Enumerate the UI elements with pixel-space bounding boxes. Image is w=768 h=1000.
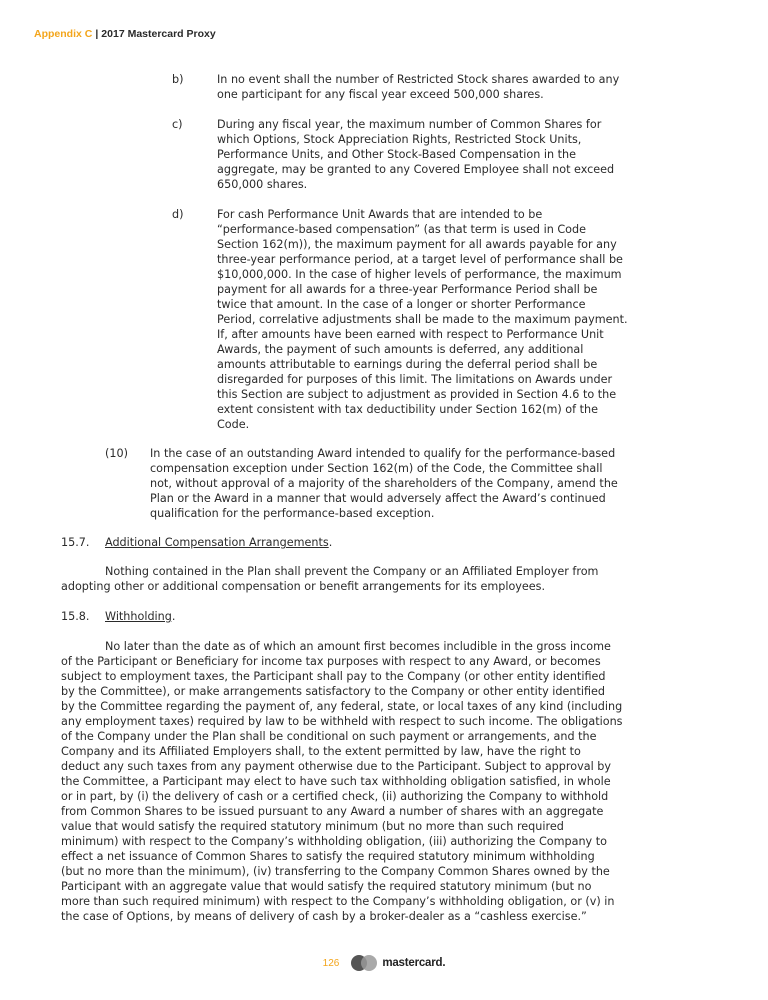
mastercard-circles-icon <box>351 955 377 971</box>
list-item-label: b) <box>172 73 184 86</box>
section-title <box>105 535 332 550</box>
section-title-text: Withholding <box>105 610 172 623</box>
text-line: minimum) with respect to the Company’s withholding obligation, (iii) authorizing the Company to <box>61 835 607 848</box>
text-line: or in part, by (i) the delivery of cash or a certified check, (ii) authorizing the Company to withhold <box>61 790 609 803</box>
section-number: 15.8. <box>61 610 90 623</box>
text-line: qualification for the performance-based exception. <box>150 507 435 520</box>
text-line: of the Participant or Beneficiary for income tax purposes with respect to any Award, or becomes <box>61 655 601 668</box>
running-header <box>34 28 216 40</box>
section-number: 15.7. <box>61 536 90 549</box>
text-line: twice that amount. In the case of a longer or shorter Performance <box>217 298 586 311</box>
text-line: Section 162(m)), the maximum payment for all awards payable for any <box>217 238 617 251</box>
list-item-text <box>217 117 667 192</box>
text-line: the case of Options, by means of delivery of cash by a broker-dealer as a “cashless exercise.” <box>61 910 587 923</box>
brand-name: mastercard <box>382 957 443 969</box>
text-line: aggregate, may be granted to any Covered Employee shall not exceed <box>217 163 615 176</box>
text-line: Nothing contained in the Plan shall prevent the Company or an Affiliated Employer from <box>105 565 599 578</box>
text-line: If, after amounts have been earned with respect to Performance Unit <box>217 328 604 341</box>
text-line: In no event shall the number of Restricted Stock shares awarded to any <box>217 73 620 86</box>
text-line: extent consistent with tax deductibility under Section 162(m) of the <box>217 403 598 416</box>
text-line: Code. <box>217 418 250 431</box>
list-item-text <box>217 72 667 102</box>
section-15-7-paragraph <box>61 564 701 594</box>
text-line: adopting other or additional compensation or benefit arrangements for its employees. <box>61 580 546 593</box>
list-item-b <box>172 72 667 102</box>
text-line: deduct any such taxes from any payment otherwise due to the Participant. Subject to approval by <box>61 760 611 773</box>
list-item-10 <box>105 446 670 521</box>
text-line: three-year performance period, at a target level of performance shall be <box>217 253 623 266</box>
text-line: “performance-based compensation” (as that term is used in Code <box>217 223 586 236</box>
text-line: from Common Shares to be issued pursuant to any Award a number of shares with an aggregate <box>61 805 604 818</box>
text-line: subject to employment taxes, the Participant shall pay to the Company (or other entity identified <box>61 670 606 683</box>
text-line: Plan or the Award in a manner that would adversely affect the Award’s continued <box>150 492 606 505</box>
text-line: one participant for any fiscal year exceed 500,000 shares. <box>217 88 544 101</box>
header-document-title: 2017 Mastercard Proxy <box>101 28 216 40</box>
text-line: value that would satisfy the required statutory minimum (but no more than such required <box>61 820 564 833</box>
text-line: this Section are subject to adjustment as provided in Section 4.6 to the <box>217 388 617 401</box>
text-line: payment for all awards for a three-year Performance Period shall be <box>217 283 598 296</box>
list-item-label: d) <box>172 208 184 221</box>
list-item-c <box>172 117 667 192</box>
text-line: any employment taxes) required by law to be withheld with respect to such income. The obligations <box>61 715 623 728</box>
text-line: of the Company under the Plan shall be conditional on such payment or arrangements, and the <box>61 730 597 743</box>
brand-wordmark <box>382 957 445 969</box>
text-line: amounts attributable to earnings during the deferral period shall be <box>217 358 598 371</box>
section-title-text: Additional Compensation Arrangements <box>105 536 329 549</box>
text-line: 650,000 shares. <box>217 178 308 191</box>
text-line: No later than the date as of which an amount first becomes includible in the gross income <box>105 640 611 653</box>
text-line: disregarded for purposes of this limit. The limitations on Awards under <box>217 373 613 386</box>
text-line: For cash Performance Unit Awards that are intended to be <box>217 208 543 221</box>
section-title-suffix: . <box>328 536 333 549</box>
header-separator: | <box>95 28 99 40</box>
section-15-8-heading <box>61 609 175 624</box>
section-title-suffix: . <box>171 610 176 623</box>
page-footer <box>0 955 768 971</box>
list-item-text <box>217 207 667 432</box>
text-line: effect a net issuance of Common Shares to satisfy the required statutory minimum withholding <box>61 850 595 863</box>
list-item-label: c) <box>172 118 183 131</box>
section-15-7-heading <box>61 535 332 550</box>
section-title <box>105 609 175 624</box>
list-item-d <box>172 207 667 432</box>
text-line: Participant with an aggregate value that would satisfy the required statutory minimum (but no <box>61 880 592 893</box>
text-line: Performance Units, and Other Stock-Based Compensation in the <box>217 148 577 161</box>
text-line: During any fiscal year, the maximum number of Common Shares for <box>217 118 602 131</box>
text-line: more than such required minimum) with respect to the Company’s withholding obligation, or (v) in <box>61 895 615 908</box>
text-line: Awards, the payment of such amounts is deferred, any additional <box>217 343 584 356</box>
text-line: by the Committee), or make arrangements satisfactory to the Company or other entity identified <box>61 685 606 698</box>
page-number: 126 <box>322 957 340 969</box>
section-15-8-paragraph <box>61 639 721 924</box>
text-line: which Options, Stock Appreciation Rights, Restricted Stock Units, <box>217 133 582 146</box>
list-item-text <box>150 446 670 521</box>
text-line: by the Committee regarding the payment of, any federal, state, or local taxes of any kind (including <box>61 700 623 713</box>
text-line: Company and its Affiliated Employers shall, to the extent permitted by law, have the right to <box>61 745 581 758</box>
text-line: In the case of an outstanding Award intended to qualify for the performance-based <box>150 447 616 460</box>
brand-mark: . <box>442 957 446 969</box>
mastercard-logo <box>351 955 445 971</box>
header-section-label: Appendix C <box>34 28 93 40</box>
text-line: compensation exception under Section 162(m) of the Code, the Committee shall <box>150 462 603 475</box>
text-line: the Committee, a Participant may elect to have such tax withholding obligation satisfied, in whole <box>61 775 611 788</box>
list-item-label: (10) <box>105 447 128 460</box>
text-line: (but no more than the minimum), (iv) transferring to the Company Common Shares owned by the <box>61 865 610 878</box>
text-line: Period, correlative adjustments shall be made to the maximum payment. <box>217 313 628 326</box>
text-line: $10,000,000. In the case of higher levels of performance, the maximum <box>217 268 622 281</box>
text-line: not, without approval of a majority of the shareholders of the Company, amend the <box>150 477 618 490</box>
